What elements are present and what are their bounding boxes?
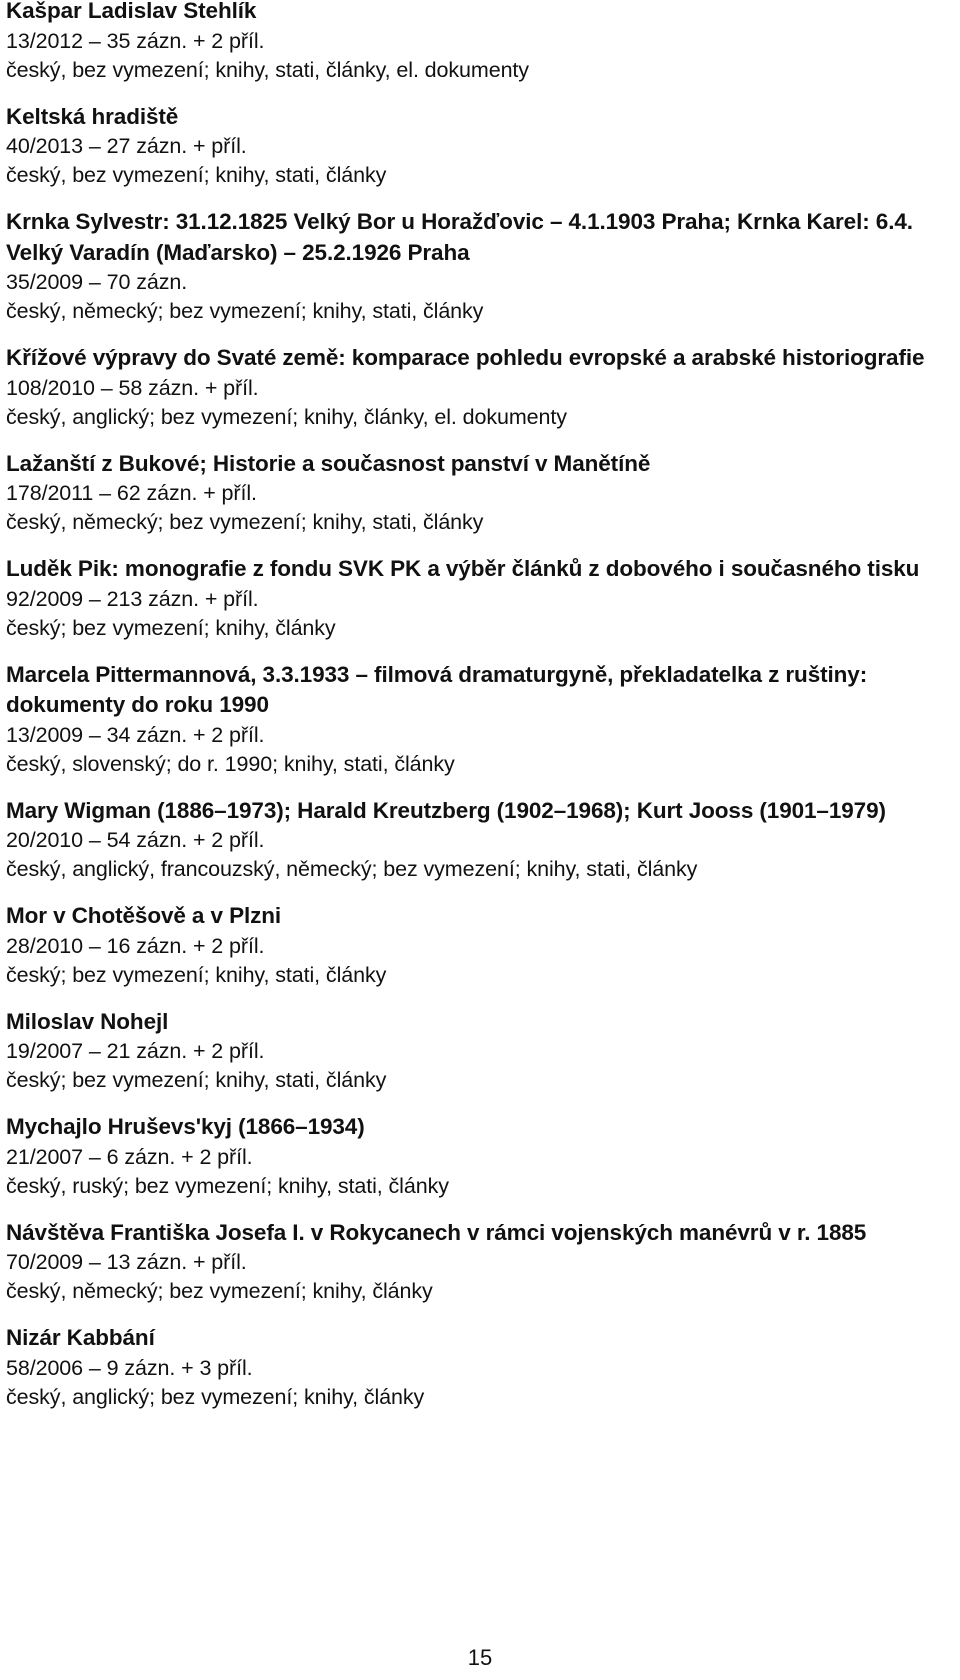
entry-record-count: 108/2010 – 58 zázn. + příl. <box>6 375 259 400</box>
entry-record-count: 19/2007 – 21 zázn. + 2 příl. <box>6 1039 265 1063</box>
catalog-entry <box>6 449 954 538</box>
catalog-page <box>6 0 954 1429</box>
entry-record-count: 178/2011 – 62 zázn. + příl. <box>6 481 257 505</box>
catalog-entry <box>6 1007 954 1096</box>
catalog-entry <box>6 901 954 990</box>
catalog-entry <box>6 796 954 885</box>
entry-details: český, německý; bez vymezení; knihy, stati, články <box>6 299 484 323</box>
entry-details: český; bez vymezení; knihy, stati, články <box>6 962 387 987</box>
catalog-entry <box>6 343 954 432</box>
catalog-entry <box>6 554 954 643</box>
entry-record-count: 92/2009 – 213 zázn. + příl. <box>6 586 259 611</box>
entry-title: Kašpar Ladislav Stehlík <box>6 0 257 23</box>
entry-record-count: 58/2006 – 9 zázn. + 3 příl. <box>6 1355 253 1380</box>
catalog-entry <box>6 207 954 326</box>
entry-details: český, anglický; bez vymezení; knihy, články <box>6 1384 425 1409</box>
entry-details: český, slovenský; do r. 1990; knihy, stati, články <box>6 751 455 776</box>
entry-title: Mor v Chotěšově a v Plzni <box>6 903 282 928</box>
catalog-entry <box>6 102 954 191</box>
entry-record-count: 13/2012 – 35 zázn. + 2 příl. <box>6 28 265 53</box>
page-number: 15 <box>467 1645 493 1670</box>
entry-details: český, bez vymezení; knihy, stati, články <box>6 163 387 187</box>
entry-title: Křížové výpravy do Svaté země: komparace pohledu evropské a arabské historiografie <box>6 345 925 370</box>
entry-record-count: 35/2009 – 70 zázn. <box>6 270 188 294</box>
entry-record-count: 70/2009 – 13 zázn. + příl. <box>6 1250 247 1274</box>
entry-details: český, anglický, francouzský, německý; bez vymezení; knihy, stati, články <box>6 857 698 881</box>
entry-details: český, anglický; bez vymezení; knihy, články, el. dokumenty <box>6 404 567 429</box>
entry-record-count: 21/2007 – 6 zázn. + 2 příl. <box>6 1144 253 1169</box>
entry-details: český; bez vymezení; knihy, stati, články <box>6 1068 387 1092</box>
entry-title: Nizár Kabbání <box>6 1325 155 1350</box>
entry-title: Návštěva Františka Josefa I. v Rokycanech v rámci vojenských manévrů v r. 1885 <box>6 1219 867 1245</box>
entry-title: Krnka Sylvestr: 31.12.1825 Velký Bor u Horažďovic – 4.1.1903 Praha; Krnka Karel: 6.4. Velký Varadín (Maďarsko) – 25.2.1926 Praha <box>6 209 913 265</box>
entry-title: Keltská hradiště <box>6 103 179 129</box>
entry-record-count: 28/2010 – 16 zázn. + 2 příl. <box>6 933 265 958</box>
entry-details: český, bez vymezení; knihy, stati, články, el. dokumenty <box>6 57 529 82</box>
catalog-entry <box>6 1218 954 1307</box>
entry-title: Luděk Pik: monografie z fondu SVK PK a výběr článků z dobového i současného tisku <box>6 556 920 581</box>
entry-title: Marcela Pittermannová, 3.3.1933 – filmová dramaturgyně, překladatelka z ruštiny: dokumenty do roku 1990 <box>6 661 868 717</box>
entry-details: český, německý; bez vymezení; knihy, články <box>6 1279 433 1303</box>
catalog-entry <box>6 660 954 779</box>
entry-record-count: 20/2010 – 54 zázn. + 2 příl. <box>6 828 265 852</box>
entry-details: český, ruský; bez vymezení; knihy, stati, články <box>6 1173 449 1198</box>
entry-title: Miloslav Nohejl <box>6 1008 169 1034</box>
catalog-entry <box>6 1112 954 1201</box>
entry-details: český, německý; bez vymezení; knihy, stati, články <box>6 510 484 534</box>
entry-title: Mychajlo Hruševs'kyj (1866–1934) <box>6 1114 365 1139</box>
entry-record-count: 40/2013 – 27 zázn. + příl. <box>6 134 247 158</box>
catalog-entry <box>6 1323 954 1412</box>
entry-title: Mary Wigman (1886–1973); Harald Kreutzberg (1902–1968); Kurt Jooss (1901–1979) <box>6 797 886 823</box>
entry-title: Lažanští z Bukové; Historie a současnost panství v Manětíně <box>6 450 651 476</box>
entry-record-count: 13/2009 – 34 zázn. + 2 příl. <box>6 722 265 747</box>
catalog-entry <box>6 0 954 85</box>
entry-details: český; bez vymezení; knihy, články <box>6 615 336 640</box>
